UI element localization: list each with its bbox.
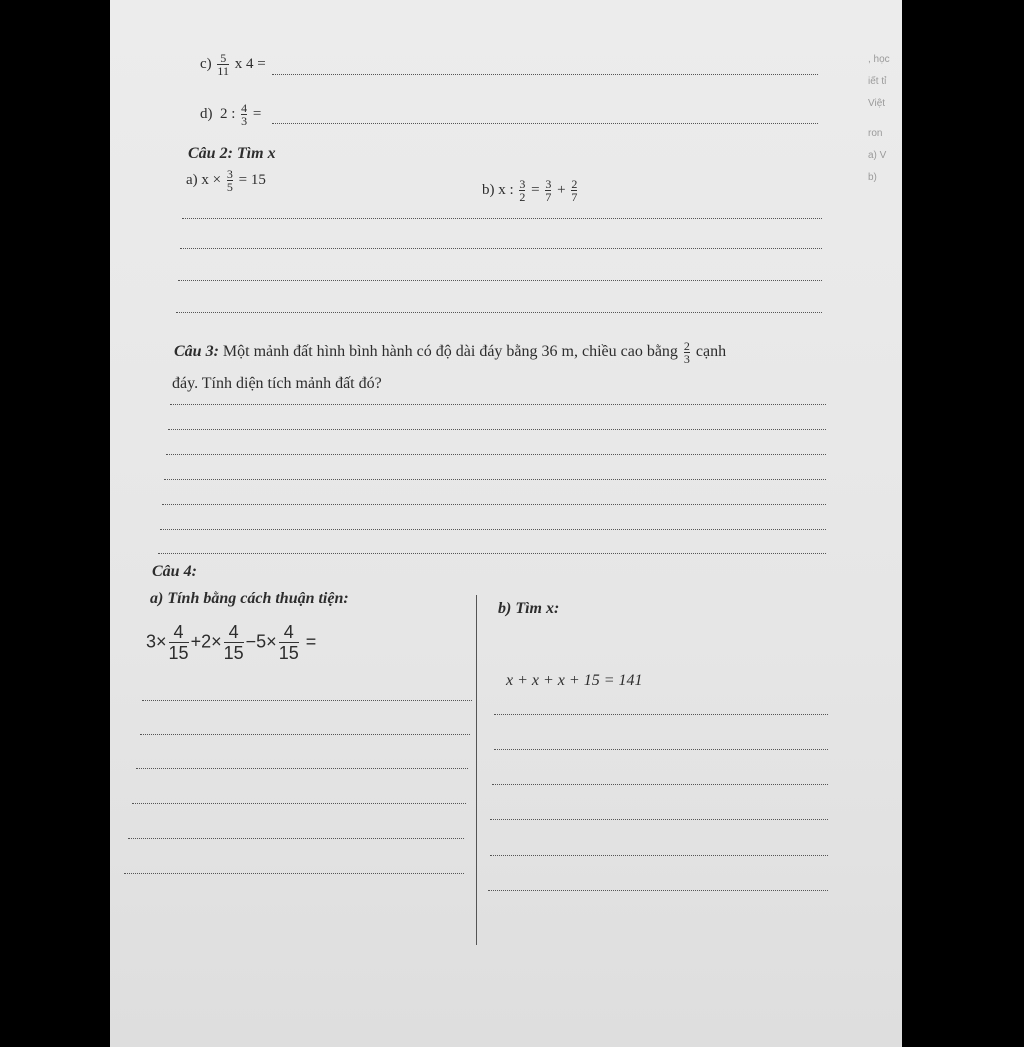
adjacent-page-edge	[868, 40, 908, 240]
q1-d: d) 2 : $\frac{4}{3}$ =	[200, 101, 262, 128]
edge-text: iết tỉ	[868, 76, 887, 87]
answer-line	[494, 714, 828, 715]
answer-line	[178, 280, 822, 281]
answer-line	[124, 873, 464, 874]
edge-text: a) V	[868, 150, 887, 161]
answer-line	[128, 838, 464, 839]
answer-line	[166, 454, 826, 455]
answer-line	[272, 74, 818, 75]
answer-line	[160, 529, 826, 530]
fraction: $\frac{4}{15}$	[278, 622, 299, 663]
fraction: $\frac{3}{2}$	[519, 177, 526, 204]
fraction: $\frac{2}{7}$	[571, 177, 578, 204]
edge-text: b)	[868, 172, 877, 183]
q3-line2: đáy. Tính diện tích mảnh đất đó?	[172, 375, 382, 392]
q2-a: a) x × $\frac{3}{5}$ = 15	[186, 167, 266, 194]
answer-line	[142, 700, 472, 701]
q3-line1: Câu 3: Một mảnh đất hình bình hành có độ dài đáy bằng 36 m, chiều cao bằng $\frac{2}{3}$ cạnh	[174, 339, 727, 366]
answer-line	[488, 890, 828, 891]
answer-line	[136, 768, 468, 769]
edge-text: , học	[868, 54, 890, 65]
edge-text: Việt	[868, 98, 886, 109]
fraction: $\frac{4}{15}$	[223, 622, 244, 663]
fraction: $\frac{2}{3}$	[683, 339, 690, 366]
answer-line	[492, 784, 828, 785]
q2-title: Câu 2: Tìm x	[188, 145, 276, 162]
answer-line	[164, 479, 826, 480]
fraction: $\frac{5}{11}$	[217, 51, 229, 78]
answer-line	[168, 429, 826, 430]
column-divider	[476, 595, 477, 945]
q1-c: c) $\frac{5}{11}$ x 4 =	[200, 51, 266, 78]
q4-b-title: b) Tìm x:	[498, 600, 560, 617]
edge-text: ron	[868, 128, 883, 139]
fraction: $\frac{4}{3}$	[241, 101, 248, 128]
q2-b: b) x : $\frac{3}{2}$ = $\frac{3}{7}$ + $\frac{2}{7}$	[482, 177, 578, 204]
q4-b-expression: x + x + x + 15 = 141	[506, 672, 643, 689]
answer-line	[158, 553, 826, 554]
answer-line	[490, 819, 828, 820]
fraction: $\frac{3}{7}$	[545, 177, 552, 204]
q4-title: Câu 4:	[152, 563, 197, 580]
answer-line	[170, 404, 826, 405]
q4-a-title: a) Tính bằng cách thuận tiện:	[150, 590, 349, 607]
answer-line	[494, 749, 828, 750]
q4-a-expression: 3× $\frac{4}{15}$ +2× $\frac{4}{15}$ −5× $\frac{4}{15}$ =	[146, 622, 317, 663]
answer-line	[180, 248, 822, 249]
answer-line	[272, 123, 818, 124]
fraction: $\frac{3}{5}$	[226, 167, 233, 194]
answer-line	[162, 504, 826, 505]
fraction: $\frac{4}{15}$	[168, 622, 189, 663]
answer-line	[176, 312, 822, 313]
answer-line	[140, 734, 470, 735]
answer-line	[182, 218, 822, 219]
answer-line	[132, 803, 466, 804]
answer-line	[490, 855, 828, 856]
